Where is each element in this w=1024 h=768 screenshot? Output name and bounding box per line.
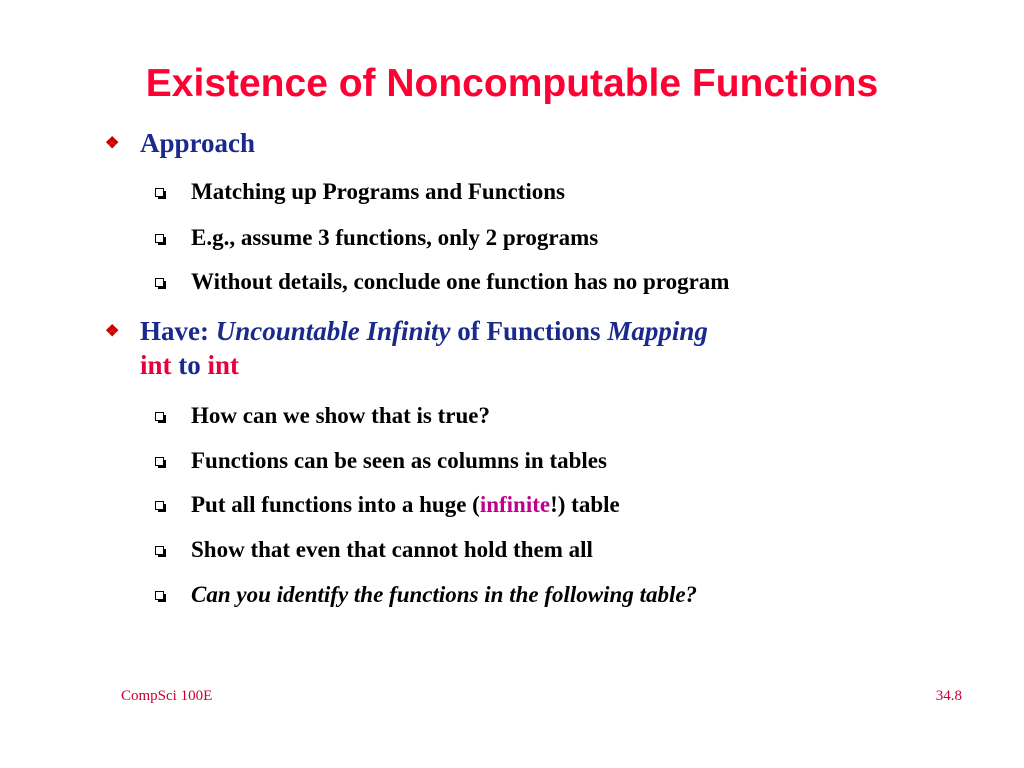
sub-bullet — [155, 402, 955, 430]
sub-bullet-text: Matching up Programs and Functions — [191, 179, 566, 204]
have-of-functions: of Functions — [450, 316, 608, 346]
shadowed-square-icon — [155, 412, 164, 421]
sub-bullet — [155, 178, 955, 206]
sub-bullet-text: Without details, conclude one function has no program — [191, 269, 730, 294]
sub-bullet — [155, 447, 955, 475]
have-int-to: int — [207, 350, 240, 380]
diamond-cluster-icon: ❖ — [105, 323, 120, 340]
have-int-from: int — [140, 350, 172, 380]
bullet-approach-label: Approach — [140, 128, 256, 158]
have-to: to — [171, 350, 208, 380]
have-prefix: Have: — [140, 316, 216, 346]
shadowed-square-icon — [155, 501, 164, 510]
sub-bullet-text: Functions can be seen as columns in tables — [191, 448, 607, 473]
shadowed-square-icon — [155, 278, 164, 287]
footer-slide-number: 34.8 — [935, 688, 962, 704]
diamond-cluster-icon: ❖ — [105, 135, 120, 152]
footer-course: CompSci 100E — [121, 688, 213, 704]
sub-bullet-text: Can you identify the functions in the following table? — [191, 582, 698, 607]
have-uncountable: Uncountable Infinity — [215, 316, 451, 346]
slide-title: Existence of Noncomputable Functions — [145, 62, 879, 105]
sub-bullet — [155, 268, 955, 296]
infinite-word: infinite — [479, 492, 551, 517]
sub-bullet-text: E.g., assume 3 functions, only 2 programs — [191, 225, 599, 250]
shadowed-square-icon — [155, 234, 164, 243]
shadowed-square-icon — [155, 546, 164, 555]
sub-bullet — [155, 581, 955, 609]
shadowed-square-icon — [155, 591, 164, 600]
bullet-approach — [105, 126, 925, 160]
bullet-have — [105, 314, 925, 382]
shadowed-square-icon — [155, 188, 164, 197]
have-mapping: Mapping — [607, 316, 708, 346]
shadowed-square-icon — [155, 457, 164, 466]
sub-bullet-text: How can we show that is true? — [191, 403, 490, 428]
sub-bullet-text: Show that even that cannot hold them all — [191, 537, 593, 562]
sub-bullet-text — [191, 491, 955, 519]
sub-bullet — [155, 491, 955, 519]
sub-bullet — [155, 224, 955, 252]
sub-bullet — [155, 536, 955, 564]
huge-table-after: !) table — [550, 492, 620, 517]
huge-table-before: Put all functions into a huge ( — [191, 492, 480, 517]
